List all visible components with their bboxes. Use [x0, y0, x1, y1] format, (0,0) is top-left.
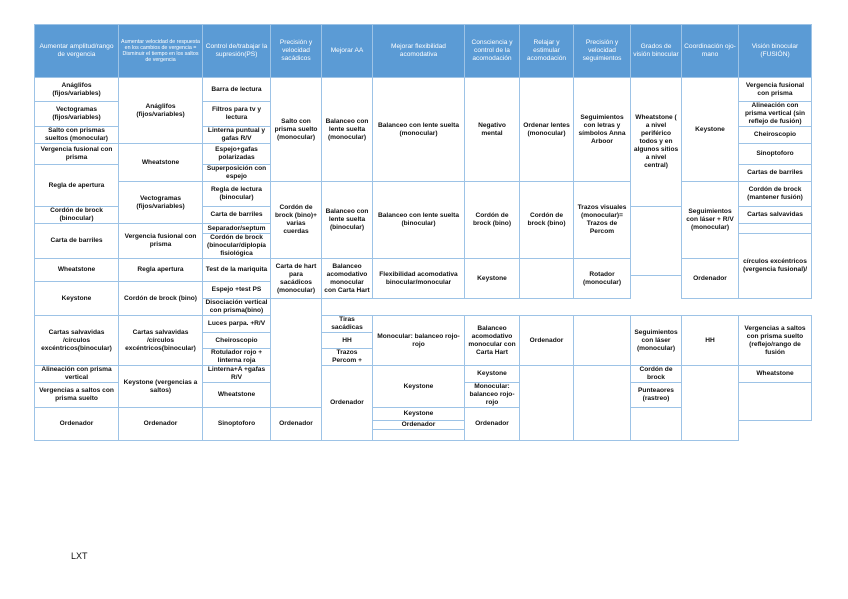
table-cell: Vectogramas (fijos/variables): [35, 102, 119, 127]
table-cell: Cordón de brock (bino): [465, 182, 520, 259]
table-cell: Ordenar lentes (monocular): [520, 78, 574, 182]
column-header: Aumentar velocidad de respuesta en los cambios de vergencia = Disminuir el tiempo en los saltos de vergencia: [119, 25, 203, 78]
table-cell: Ordenador: [373, 421, 465, 430]
table-cell: Carta de barriles: [203, 207, 271, 224]
table-cell: Rotulador rojo + linterna roja: [203, 349, 271, 366]
table-cell: Ordenador: [119, 408, 203, 441]
table-cell: Linterna puntual y gafas R/V: [203, 127, 271, 144]
table-cell: Trazos visuales (monocular)= Trazos de Percom: [574, 182, 631, 259]
column-header: Relajar y estimular acomodación: [520, 25, 574, 78]
table-cell: Carta de barriles: [35, 224, 119, 259]
table-cell: Ordenador: [35, 408, 119, 441]
table-cell: Barra de lectura: [203, 78, 271, 102]
column-header: Mejorar flexibilidad acomodativa: [373, 25, 465, 78]
table-cell: Ordenador: [520, 316, 574, 366]
table-cell: HH: [682, 316, 739, 366]
table-cell: [739, 224, 812, 234]
table-cell: [682, 366, 739, 441]
column-header: Consciencia y control de la acomodación: [465, 25, 520, 78]
table-cell: Keystone: [373, 408, 465, 421]
table-cell: Ordenador: [322, 366, 373, 441]
table-cell: Cordón de brock (bino): [119, 282, 203, 316]
table-cell: Disociación vertical con prisma(bino): [203, 299, 271, 316]
table-cell: Superposición con espejo: [203, 165, 271, 182]
column-header: Mejorar AA: [322, 25, 373, 78]
table-cell: [574, 316, 631, 366]
table-cell: Sinoptoforo: [203, 408, 271, 441]
table-cell: Cartas salvavidas: [739, 207, 812, 224]
table-cell: Filtros para tv y lectura: [203, 102, 271, 127]
table-cell: Tiras sacádicas: [322, 316, 373, 333]
table-cell: Vergencia fusional con prisma: [119, 224, 203, 259]
table-cell: Espejo +test PS: [203, 282, 271, 299]
table-cell: [520, 366, 574, 441]
table-cell: Wheatstone: [119, 144, 203, 182]
table-cell: Separador/septum: [203, 224, 271, 234]
vision-therapy-table: [34, 24, 812, 441]
table-cell: Ordenador: [271, 408, 322, 441]
table-cell: Balanceo con lente suelta (binocular): [373, 182, 465, 259]
table-cell: Cheiroscopio: [203, 333, 271, 349]
table-cell: Keystone: [465, 259, 520, 299]
table-cell: Balanceo con lente suelta (monocular): [373, 78, 465, 182]
table-cell: Balanceo acomodativo monocular con Carta Hart: [465, 316, 520, 366]
table-cell: Vergencias a saltos con prisma suelto (reflejo/rango de fusión: [739, 316, 812, 366]
table-cell: Alineación con prisma vertical: [35, 366, 119, 383]
table-row: [35, 316, 812, 333]
table-cell: Wheatstone: [203, 383, 271, 408]
table-cell: Vergencia fusional con prisma: [35, 144, 119, 165]
table-cell: Cordón de brock (bino)+ varias cuerdas: [271, 182, 322, 259]
table-cell: Regla de apertura: [35, 165, 119, 207]
table-cell: Trazos Percom +: [322, 349, 373, 366]
table-cell: [271, 299, 322, 408]
table-row: [35, 259, 812, 276]
table-cell: Cordón de brock: [631, 366, 682, 383]
table-cell: Keystone (vergencias a saltos): [119, 366, 203, 408]
table-row: [35, 78, 812, 102]
table-cell: Wheatstone ( a nivel periférico todos y en algunos sitios a nivel central): [631, 78, 682, 207]
table-row: [35, 182, 812, 207]
table-cell: Vergencia fusional con prisma: [739, 78, 812, 102]
table-cell: [520, 259, 574, 299]
column-header: Visión binocular (FUSIÓN): [739, 25, 812, 78]
column-header: Coordinación ojo-mano: [682, 25, 739, 78]
table-cell: Rotador (monocular): [574, 259, 631, 299]
table-cell: Anáglifos (fijos/variables): [119, 78, 203, 144]
table-cell: Wheatstone: [35, 259, 119, 282]
table-cell: Cartas salvavidas /círculos excéntricos(binocular): [119, 316, 203, 366]
table-cell: Seguimientos con láser + R/V (monocular): [682, 182, 739, 259]
table-cell: [373, 430, 465, 441]
therapy-table-sheet: [34, 24, 811, 441]
table-cell: Cartas de barriles: [739, 165, 812, 182]
table-cell: Balanceo con lente suelta (binocular): [322, 182, 373, 259]
column-header: Precisión y velocidad seguimientos: [574, 25, 631, 78]
table-cell: Linterna+A +gafas R/V: [203, 366, 271, 383]
table-cell: Anáglifos (fijos/variables): [35, 78, 119, 102]
table-cell: Wheatstone: [739, 366, 812, 383]
table-cell: Keystone: [465, 366, 520, 383]
header-row: [35, 25, 812, 78]
table-cell: Cartas salvavidas /círculos excéntricos(binocular): [35, 316, 119, 366]
table-cell: Sinoptoforo: [739, 144, 812, 165]
table-cell: Ordenador: [682, 259, 739, 299]
table-cell: círculos excéntricos (vergencia fusional)/: [739, 234, 812, 299]
table-cell: Luces parpa. +R/V: [203, 316, 271, 333]
table-cell: Monocular: balanceo rojo-rojo: [373, 316, 465, 366]
table-cell: Monocular: balanceo rojo-rojo: [465, 383, 520, 408]
footer-initials: LXT: [71, 551, 88, 561]
table-cell: Cheiroscopio: [739, 127, 812, 144]
table-cell: Salto con prismas sueltos (monocular): [35, 127, 119, 144]
table-cell: [574, 366, 631, 441]
table-cell: Punteaores (rastreo): [631, 383, 682, 408]
column-header: Aumentar amplitud/rango de vergencia: [35, 25, 119, 78]
table-cell: Cordón de brock (mantener fusión): [739, 182, 812, 207]
table-cell: Alineación con prisma vertical (sin reflejo de fusión): [739, 102, 812, 127]
table-cell: Espejo+gafas polarizadas: [203, 144, 271, 165]
table-cell: Seguimientos con láser (monocular): [631, 316, 682, 366]
table-cell: Seguimientos con letras y símbolos Anna Arboor: [574, 78, 631, 182]
table-body: [35, 78, 812, 441]
table-cell: [631, 207, 682, 276]
table-cell: Balanceo acomodativo monocular con Carta Hart: [322, 259, 373, 299]
table-cell: HH: [322, 333, 373, 349]
table-cell: Negativo mental: [465, 78, 520, 182]
column-header: Control de/trabajar la supresión(PS): [203, 25, 271, 78]
column-header: Grados de visión binocular: [631, 25, 682, 78]
table-cell: Carta de hart para sacádicos (monocular): [271, 259, 322, 299]
table-cell: [739, 383, 812, 421]
table-cell: Keystone: [373, 366, 465, 408]
table-cell: [631, 408, 682, 441]
table-cell: Vectogramas (fijos/variables): [119, 182, 203, 224]
table-row: [35, 366, 812, 383]
table-cell: Cordón de brock (binocular): [35, 207, 119, 224]
table-cell: Salto con prisma suelto (monocular): [271, 78, 322, 182]
table-cell: Vergencias a saltos con prisma suelto: [35, 383, 119, 408]
table-cell: Cordón de brock (bino): [520, 182, 574, 259]
column-header: Precisión y velocidad sacádicos: [271, 25, 322, 78]
table-cell: Keystone: [682, 78, 739, 182]
table-cell: Cordón de brock (binocular/diplopía fisiológica: [203, 234, 271, 259]
table-cell: Flexibilidad acomodativa binocular/monocular: [373, 259, 465, 299]
table-cell: Test de la mariquita: [203, 259, 271, 282]
table-cell: Keystone: [35, 282, 119, 316]
table-cell: Balanceo con lente suelta (monocular): [322, 78, 373, 182]
table-cell: Regla apertura: [119, 259, 203, 282]
table-cell: Ordenador: [465, 408, 520, 441]
table-cell: Regla de lectura (binocular): [203, 182, 271, 207]
